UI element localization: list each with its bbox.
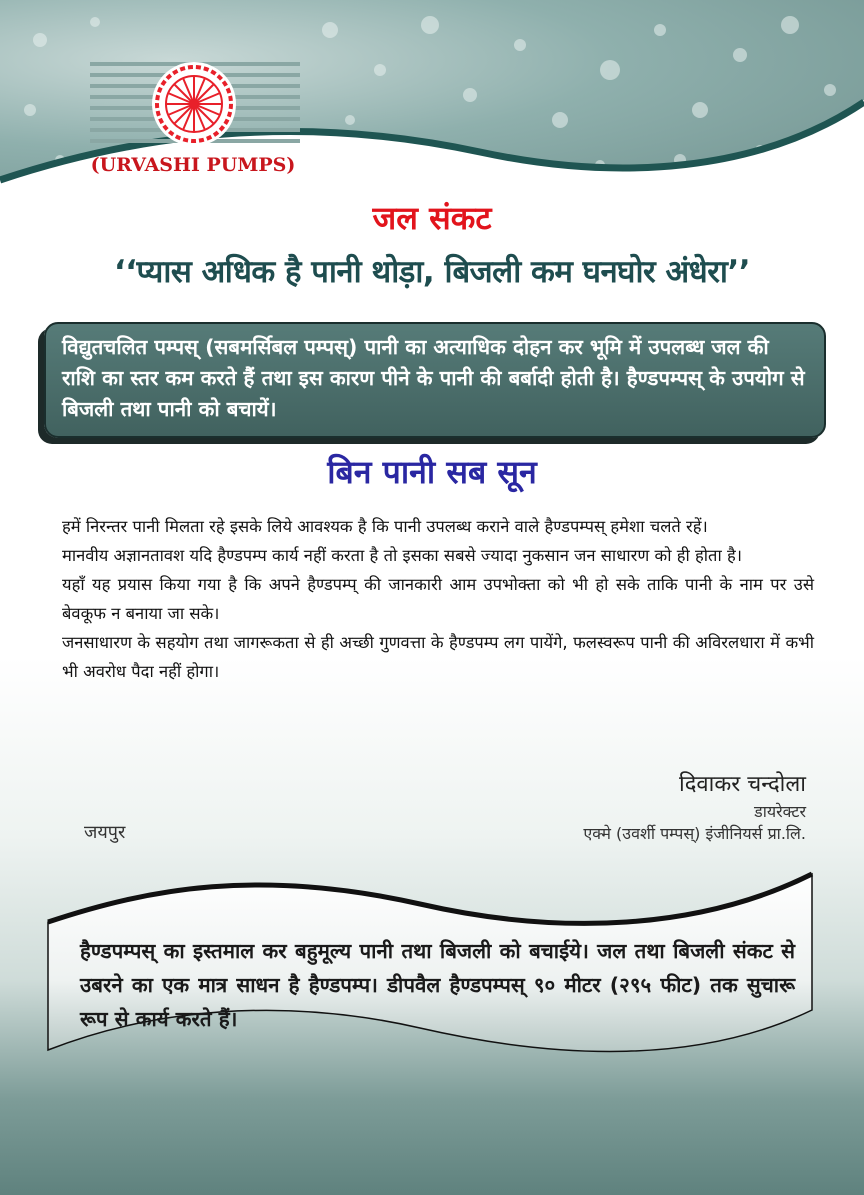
- body-paragraph: मानवीय अज्ञानतावश यदि हैण्डपम्प कार्य नहीं करता है तो इसका सबसे ज्यादा नुकसान जन साधारण को ही होता है।: [62, 546, 742, 565]
- city: जयपुर: [84, 822, 126, 843]
- subtitle: बिन पानी सब सून: [327, 453, 537, 491]
- signatory-company: एक्मे (उवर्शी पम्पस्) इंजीनियर्स प्रा.लि.: [583, 824, 806, 843]
- page-title: जल संकट: [372, 199, 492, 237]
- info-box: [44, 322, 826, 438]
- slogan: ‘‘प्यास अधिक है पानी थोड़ा, बिजली कम घनघोर अंधेरा’’: [113, 254, 751, 290]
- body-paragraph: यहाँ यह प्रयास किया गया है कि अपने हैण्डपम्प् की जानकारी आम उपभोक्ता को भी हो सके ताकि पानी के नाम पर उसे बेवकूफ न बनाया जा सके।: [62, 575, 814, 623]
- signatory-role: डायरेक्टर: [754, 802, 806, 821]
- banner-text: हैण्डपम्पस् का इस्तमाल कर बहुमूल्य पानी तथा बिजली को बचाईये। जल तथा बिजली संकट से उबरने का एक मात्र साधन है हैण्डपम्प। डीपवैल हैण्डपम्पस् ९० मीटर (२९५ फीट) तक सुचारू रूप से कार्य करते हैं।: [80, 939, 795, 1031]
- body-text: [62, 512, 814, 686]
- info-box-text: विद्युतचलित पम्पस् (सबमर्सिबल पम्पस्) पानी का अत्याधिक दोहन कर भूमि में उपलब्ध जल की राशि का स्तर कम करते हैं तथा इस कारण पीने के पानी की बर्बादी होती है। हैण्डपम्पस् के उपयोग से बिजली तथा पानी को बचायें।: [62, 335, 805, 421]
- signatory-name: दिवाकर चन्दोला: [679, 772, 806, 797]
- urvashi-pumps-logo: [86, 58, 300, 188]
- body-paragraph: हमें निरन्तर पानी मिलता रहे इसके लिये आवश्यक है कि पानी उपलब्ध कराने वाले हैण्डपम्पस् हमेशा चलते रहें।: [62, 517, 708, 536]
- brand-name: (URVASHI PUMPS): [90, 154, 296, 176]
- body-paragraph: जनसाधारण के सहयोग तथा जागरूकता से ही अच्छी गुणवत्ता के हैण्डपम्प लग पायेंगे, फलस्वरूप पानी की अविरलधारा में कभी भी अवरोध पैदा नहीं होगा।: [62, 633, 814, 681]
- chakra-wheel-logo-icon: [90, 60, 300, 152]
